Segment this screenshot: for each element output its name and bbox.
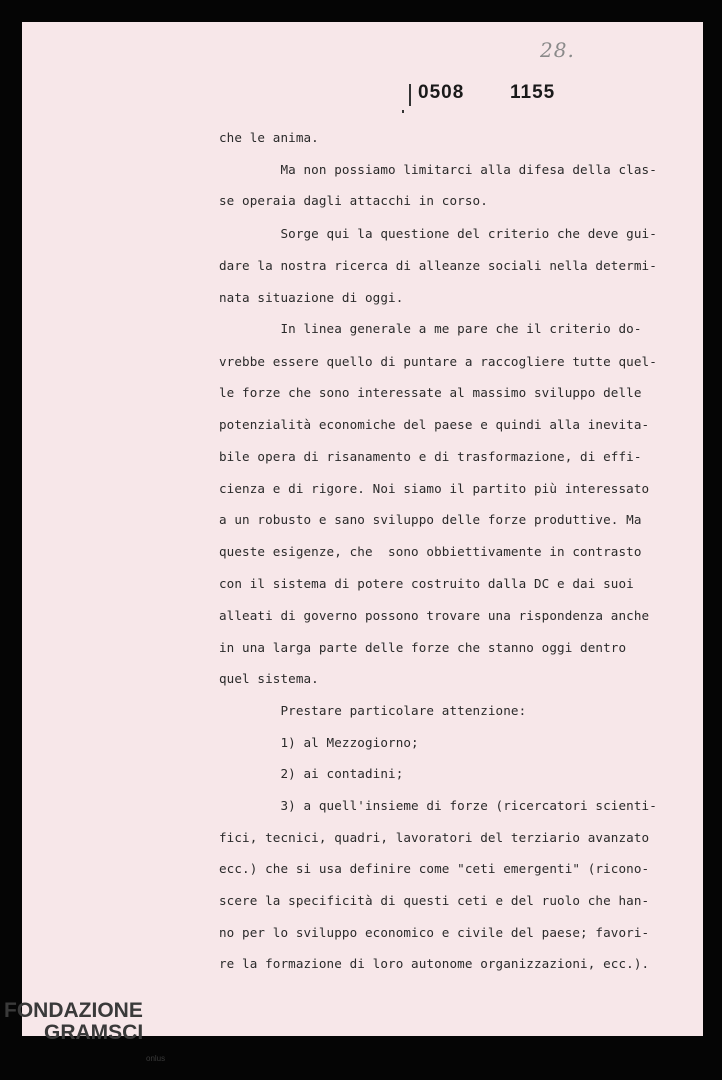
- text-line: potenzialità economiche del paese e quindi alla inevita-: [219, 417, 650, 432]
- text-line: fici, tecnici, quadri, lavoratori del terziario avanzato: [219, 830, 650, 845]
- text-line: scere la specificità di questi ceti e del ruolo che han-: [219, 893, 650, 908]
- text-line: cienza e di rigore. Noi siamo il partito più interessato: [219, 481, 650, 496]
- text-line: le forze che sono interessate al massimo sviluppo delle: [219, 385, 642, 400]
- watermark-line2: GRAMSCI: [44, 1021, 144, 1044]
- text-line: Ma non possiamo limitarci alla difesa della clas-: [219, 162, 657, 177]
- text-line: 1) al Mezzogiorno;: [219, 735, 419, 750]
- text-line: ecc.) che si usa definire come "ceti emergenti" (ricono-: [219, 861, 650, 876]
- text-line: se operaia dagli attacchi in corso.: [219, 193, 488, 208]
- text-line: In linea generale a me pare che il criterio do-: [219, 321, 642, 336]
- text-line: alleati di governo possono trovare una rispondenza anche: [219, 608, 650, 623]
- archive-stamp-second: 1155: [510, 82, 556, 103]
- text-line: con il sistema di potere costruito dalla DC e dai suoi: [219, 576, 634, 591]
- stamp-mark: [402, 110, 404, 113]
- text-line: Sorge qui la questione del criterio che deve gui-: [219, 226, 657, 241]
- text-line: quel sistema.: [219, 671, 319, 686]
- text-line: re la formazione di loro autonome organizzazioni, ecc.).: [219, 956, 650, 971]
- text-line: Prestare particolare attenzione:: [219, 703, 527, 718]
- archive-stamp-first: 0508: [418, 82, 465, 103]
- text-line: in una larga parte delle forze che stanno oggi dentro: [219, 640, 627, 655]
- watermark-line1: FONDAZIONE: [4, 999, 143, 1022]
- text-line: dare la nostra ricerca di alleanze sociali nella determi-: [219, 258, 657, 273]
- fondazione-gramsci-watermark: [4, 1000, 143, 1044]
- text-line: 3) a quell'insieme di forze (ricercatori scienti-: [219, 798, 657, 813]
- watermark-small: onlus: [146, 1054, 166, 1063]
- text-line: 2) ai contadini;: [219, 766, 404, 781]
- text-line: nata situazione di oggi.: [219, 290, 404, 305]
- text-line: bile opera di risanamento e di trasformazione, di effi-: [219, 449, 642, 464]
- text-line: queste esigenze, che sono obbiettivamente in contrasto: [219, 544, 642, 559]
- stamp-divider: [409, 84, 411, 106]
- text-line: a un robusto e sano sviluppo delle forze produttive. Ma: [219, 512, 642, 527]
- handwritten-page-number: 28.: [540, 38, 575, 62]
- text-line: che le anima.: [219, 130, 319, 145]
- text-line: no per lo sviluppo economico e civile del paese; favori-: [219, 925, 650, 940]
- text-line: vrebbe essere quello di puntare a raccogliere tutte quel-: [219, 354, 657, 369]
